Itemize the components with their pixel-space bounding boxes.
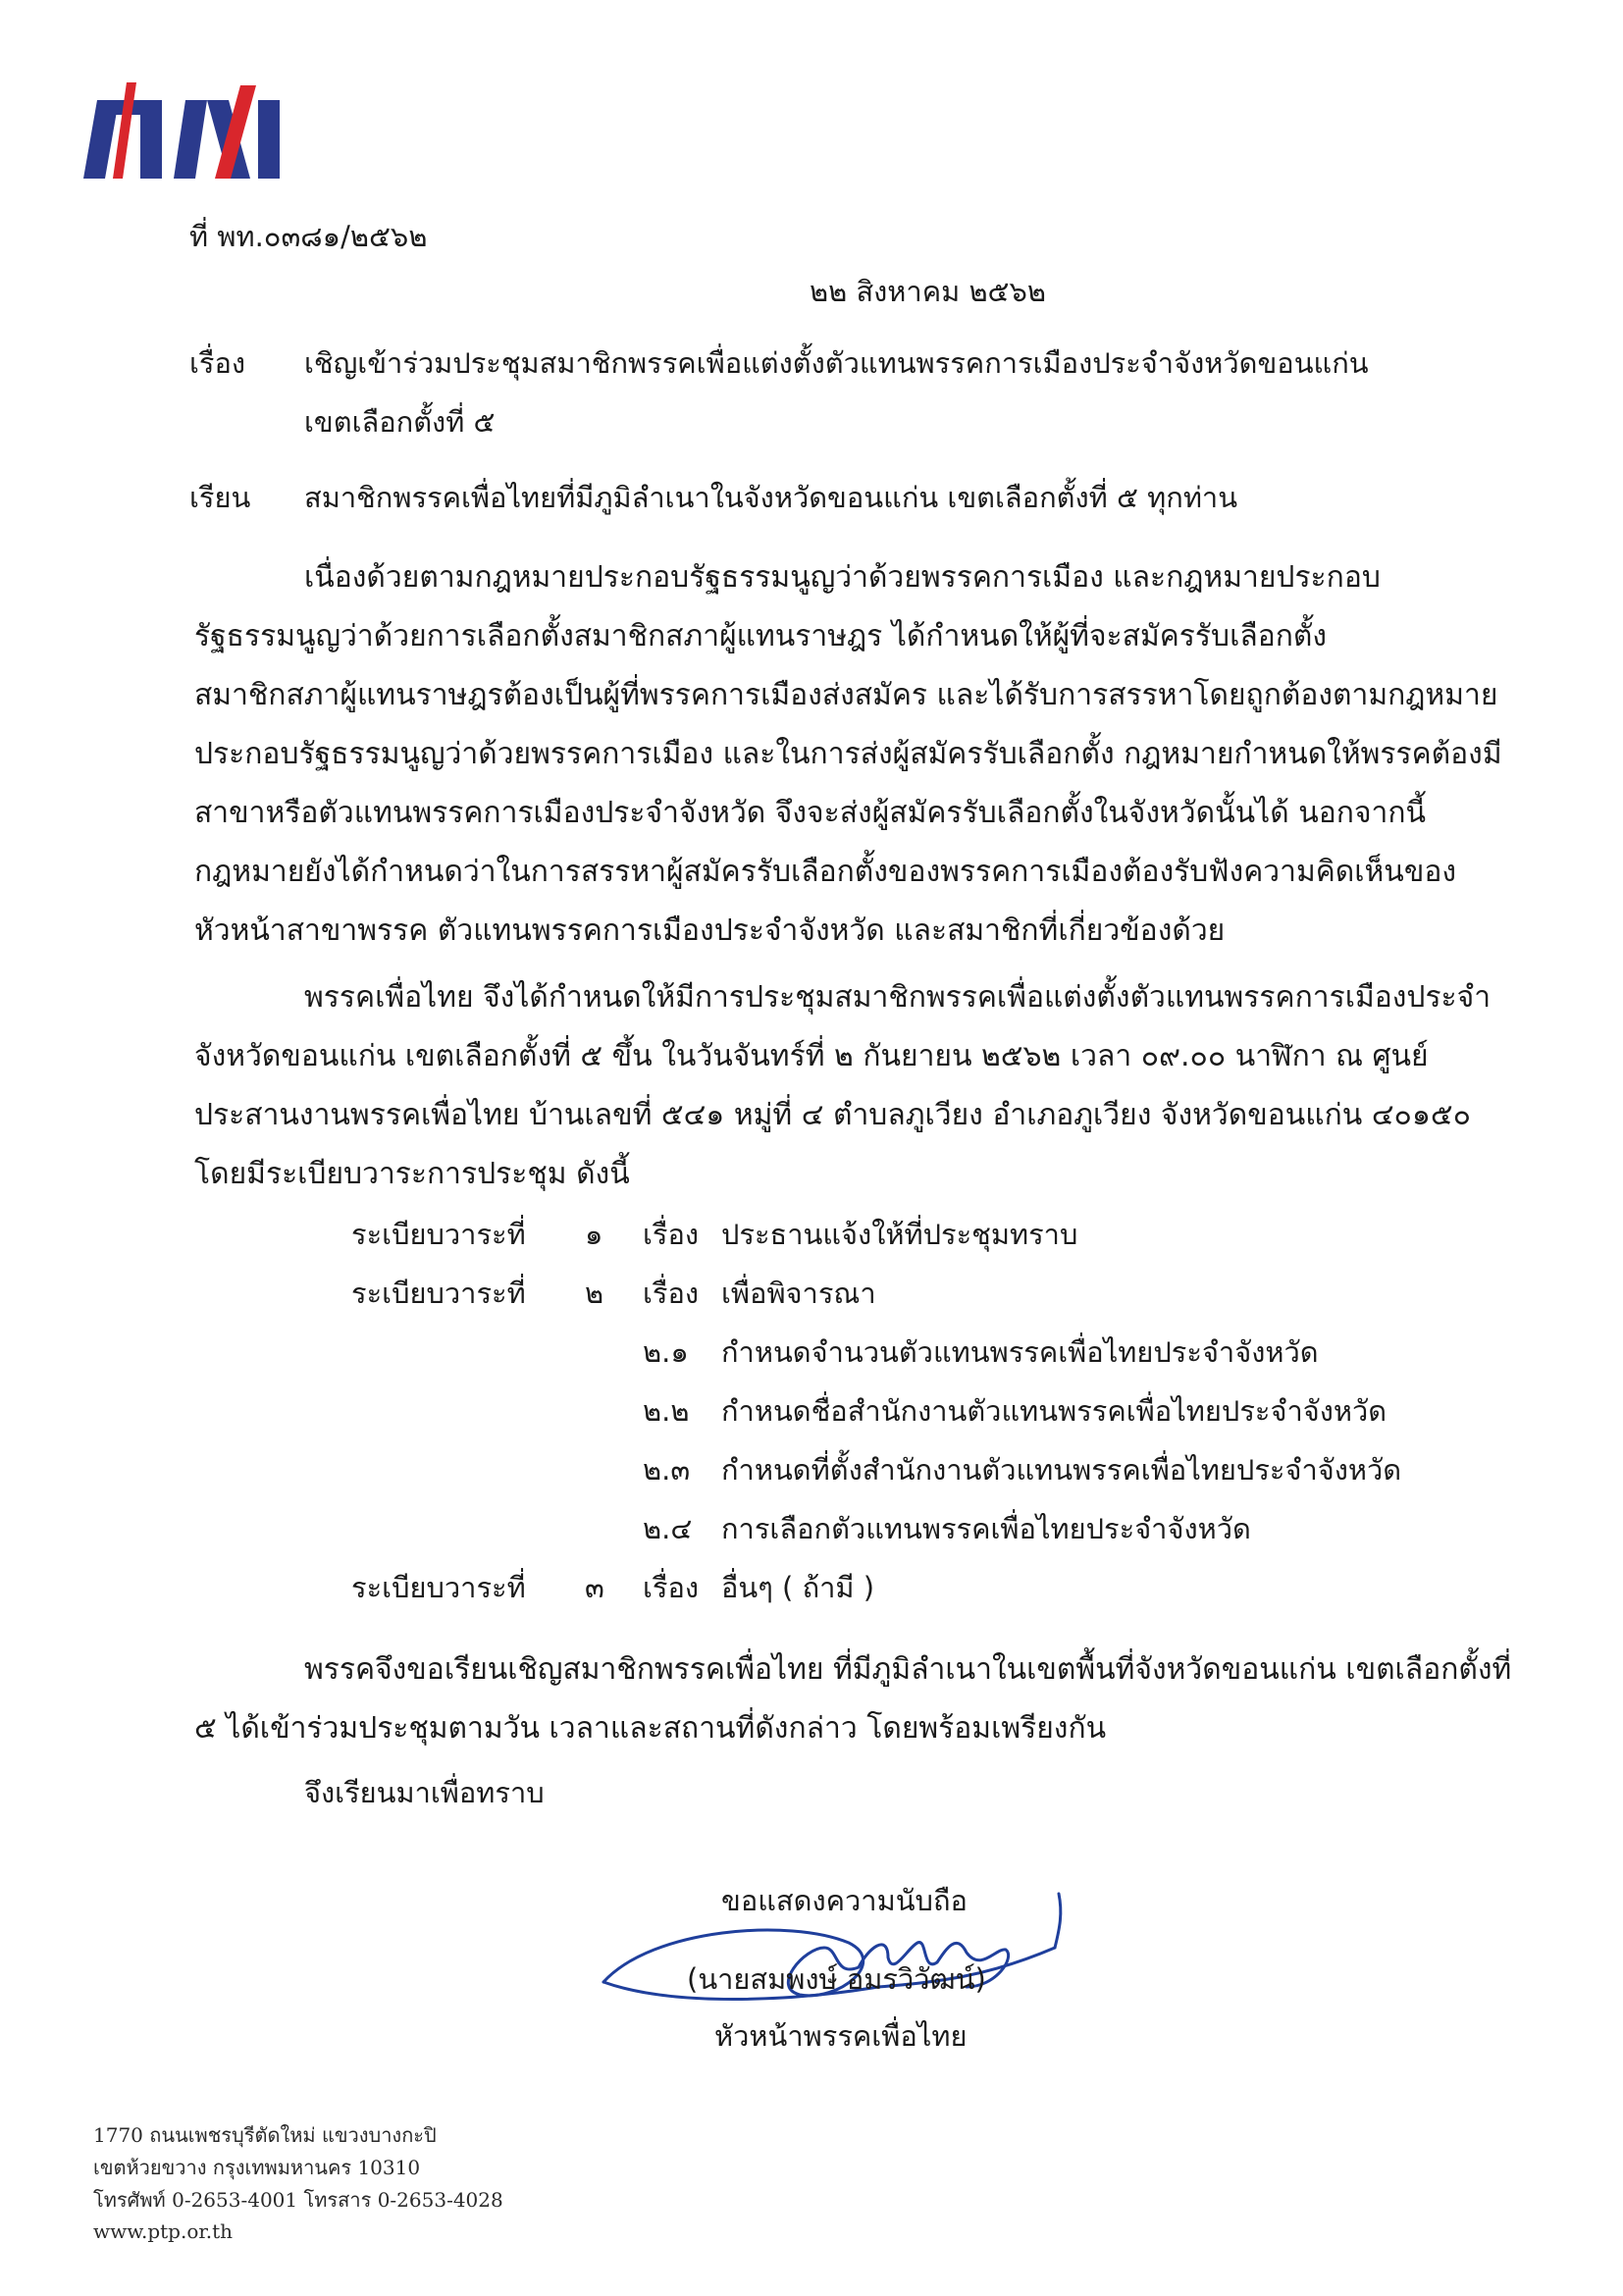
agenda-label: ระเบียบวาระที่: [351, 1571, 526, 1604]
signer-name: (นายสมพงษ์ อมรวิวัฒน์): [687, 1962, 986, 1996]
paragraph-line: ๕ ได้เข้าร่วมประชุมตามวัน เวลาและสถานที่ดังกล่าว โดยพร้อมเพรียงกัน: [194, 1711, 1107, 1746]
footer-line: โทรศัพท์ 0-2653-4001 โทรสาร 0-2653-4028: [93, 2188, 503, 2212]
footer-line: 1770 ถนนเพชรบุรีตัดใหม่ แขวงบางกะปิ: [93, 2123, 437, 2147]
paragraph-line: สาขาหรือตัวแทนพรรคการเมืองประจำจังหวัด จึงจะส่งผู้สมัครรับเลือกตั้งในจังหวัดนั้นได้ นอกจากนี้: [194, 796, 1427, 830]
agenda-title: ประธานแจ้งให้ที่ประชุมทราบ: [721, 1218, 1078, 1251]
subject-line-1: เชิญเข้าร่วมประชุมสมาชิกพรรคเพื่อแต่งตั้งตัวแทนพรรคการเมืองประจำจังหวัดขอนแก่น: [304, 346, 1369, 380]
agenda-word: เรื่อง: [643, 1571, 700, 1604]
footer-line: เขตห้วยขวาง กรุงเทพมหานคร 10310: [93, 2156, 421, 2179]
paragraph-line: เนื่องด้วยตามกฎหมายประกอบรัฐธรรมนูญว่าด้วยพรรคการเมือง และกฎหมายประกอบ: [304, 560, 1381, 595]
subitem-text: กำหนดชื่อสำนักงานตัวแทนพรรคเพื่อไทยประจำจังหวัด: [721, 1394, 1387, 1428]
paragraph-line: จังหวัดขอนแก่น เขตเลือกตั้งที่ ๕ ขึ้น ในวันจันทร์ที่ ๒ กันยายน ๒๕๖๒ เวลา ๐๙.๐๐ นาฬิกา ณ ศูนย์: [194, 1039, 1429, 1073]
agenda-label: ระเบียบวาระที่: [351, 1218, 526, 1251]
paragraph-line: ประสานงานพรรคเพื่อไทย บ้านเลขที่ ๕๔๑ หมู่ที่ ๔ ตำบลภูเวียง อำเภอภูเวียง จังหวัดขอนแก่น ๔๐๑๕๐: [194, 1098, 1471, 1132]
recipient-label: เรียน: [189, 481, 251, 514]
subject-line-2: เขตเลือกตั้งที่ ๕: [304, 405, 496, 439]
agenda-label: ระเบียบวาระที่: [351, 1277, 526, 1310]
paragraph-line: โดยมีระเบียบวาระการประชุม ดังนี้: [194, 1157, 630, 1191]
agenda-number: ๓: [585, 1571, 604, 1604]
paragraph-line: สมาชิกสภาผู้แทนราษฎรต้องเป็นผู้ที่พรรคการเมืองส่งสมัคร และได้รับการสรรหาโดยถูกต้องตามกฎหมาย: [194, 678, 1498, 712]
agenda-word: เรื่อง: [643, 1277, 700, 1310]
subitem-number: ๒.๒: [643, 1394, 690, 1428]
agenda-word: เรื่อง: [643, 1218, 700, 1251]
subitem-text: การเลือกตัวแทนพรรคเพื่อไทยประจำจังหวัด: [721, 1512, 1251, 1545]
document-number: ที่ พท.๐๓๘๑/๒๕๖๒: [189, 220, 428, 253]
paragraph-line: กฎหมายยังได้กำหนดว่าในการสรรหาผู้สมัครรับเลือกตั้งของพรรคการเมืองต้องรับฟังความคิดเห็นของ: [194, 855, 1456, 889]
recipient-text: สมาชิกพรรคเพื่อไทยที่มีภูมิลำเนาในจังหวัดขอนแก่น เขตเลือกตั้งที่ ๕ ทุกท่าน: [304, 481, 1238, 514]
agenda-title: อื่นๆ ( ถ้ามี ): [721, 1571, 875, 1604]
closing-text: จึงเรียนมาเพื่อทราบ: [304, 1776, 545, 1809]
paragraph-line: พรรคเพื่อไทย จึงได้กำหนดให้มีการประชุมสมาชิกพรรคเพื่อแต่งตั้งตัวแทนพรรคการเมืองประจำ: [304, 980, 1492, 1015]
regards-text: ขอแสดงความนับถือ: [721, 1884, 968, 1917]
paragraph-line: รัฐธรรมนูญว่าด้วยการเลือกตั้งสมาชิกสภาผู้แทนราษฎร ได้กำหนดให้ผู้ที่จะสมัครรับเลือกตั้ง: [194, 619, 1328, 653]
document-date: ๒๒ สิงหาคม ๒๕๖๒: [810, 275, 1047, 308]
subitem-text: กำหนดจำนวนตัวแทนพรรคเพื่อไทยประจำจังหวัด: [721, 1335, 1319, 1369]
agenda-number: ๑: [585, 1218, 603, 1251]
subitem-number: ๒.๓: [643, 1453, 691, 1487]
subject-label: เรื่อง: [189, 346, 246, 380]
paragraph-line: ประกอบรัฐธรรมนูญว่าด้วยพรรคการเมือง และในการส่งผู้สมัครรับเลือกตั้ง กฎหมายกำหนดให้พรรคต้องมี: [194, 737, 1502, 771]
signer-title: หัวหน้าพรรคเพื่อไทย: [714, 2019, 968, 2053]
signature: [594, 1889, 1070, 2026]
subitem-number: ๒.๑: [643, 1335, 689, 1369]
paragraph-line: หัวหน้าสาขาพรรค ตัวแทนพรรคการเมืองประจำจังหวัด และสมาชิกที่เกี่ยวข้องด้วย: [194, 913, 1226, 948]
agenda-number: ๒: [585, 1277, 604, 1310]
subitem-number: ๒.๔: [643, 1512, 693, 1545]
pheu-thai-logo: [83, 80, 294, 179]
subitem-text: กำหนดที่ตั้งสำนักงานตัวแทนพรรคเพื่อไทยประจำจังหวัด: [721, 1453, 1402, 1487]
footer-website: www.ptp.or.th: [93, 2219, 234, 2243]
agenda-title: เพื่อพิจารณา: [721, 1277, 876, 1310]
paragraph-line: พรรคจึงขอเรียนเชิญสมาชิกพรรคเพื่อไทย ที่มีภูมิลำเนาในเขตพื้นที่จังหวัดขอนแก่น เขตเลือกตั้งที่: [304, 1652, 1512, 1687]
